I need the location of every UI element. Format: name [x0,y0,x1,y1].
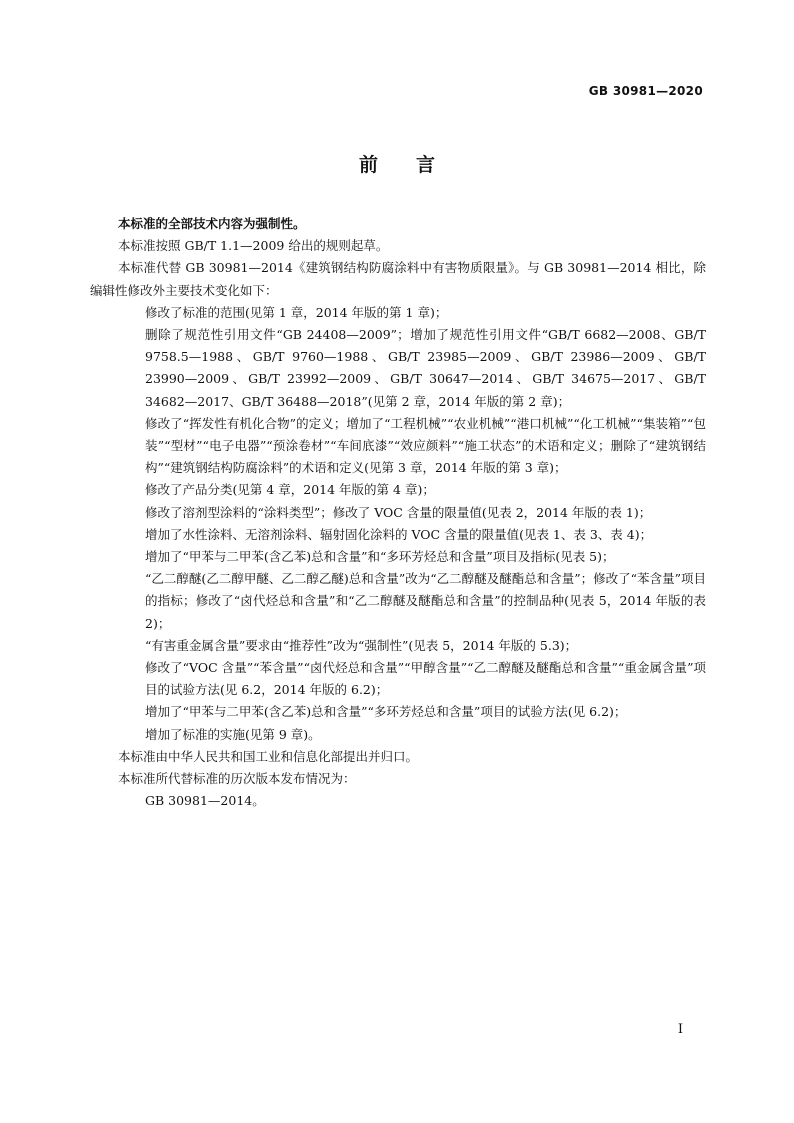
list-item [90,302,706,324]
list-item [90,524,706,546]
technical-changes-list [90,302,706,746]
list-item [90,657,706,701]
drafting-rules-statement: 本标准按照 GB/T 1.1—2009 给出的规则起草。 [118,238,389,254]
mandatory-statement: 本标准的全部技术内容为强制性。 [118,216,306,231]
list-item [90,413,706,480]
list-item-text: 修改了“挥发性有机化合物”的定义；增加了“工程机械”“农业机械”“港口机械”“化工机械”“集装箱”“包装”“型材”“电子电器”“预涂卷材”“车间底漆”“效应颜料”“施工状态”的术语和定义；删除了“建筑钢结构”“建筑钢结构防腐涂料”的术语和定义(见第 3 章，2014 年版的第 3 章)； [145,415,706,476]
list-item-text: 增加了标准的实施(见第 9 章)。 [145,726,321,742]
history-intro-statement: 本标准所代替标准的历次版本发布情况为： [118,771,356,787]
list-item-text: “有害重金属含量”要求由“推荐性”改为“强制性”(见表 5，2014 年版的 5.3)； [145,637,578,653]
list-item [90,790,706,812]
replacement-statement: 本标准代替 GB 30981—2014《建筑钢结构防腐涂料中有害物质限量》。与 GB 30981—2014 相比，除编辑性修改外主要技术变化如下： [90,260,706,298]
list-item [90,635,706,657]
list-item [90,502,706,524]
list-item [90,324,706,413]
list-item [90,568,706,635]
list-item-text: 修改了标准的范围(见第 1 章，2014 年版的第 1 章)； [145,304,448,320]
list-item [90,479,706,501]
proposing-authority-statement: 本标准由中华人民共和国工业和信息化部提出并归口。 [118,748,419,764]
list-item-text: 修改了“VOC 含量”“苯含量”“卤代烃总和含量”“甲醇含量”“乙二醇醚及醚酯总和含量”“重金属含量”项目的试验方法(见 6.2，2014 年版的 6.2)； [145,660,706,698]
list-item-text: 增加了水性涂料、无溶剂涂料、辐射固化涂料的 VOC 含量的限量值(见表 1、表 3、表 4)； [145,526,653,542]
list-item-text: 增加了“甲苯与二甲苯(含乙苯)总和含量”和“多环芳烃总和含量”项目及指标(见表 5)； [145,549,615,565]
page-title: 前言 [358,154,473,176]
list-item-text: “乙二醇醚(乙二醇甲醚、乙二醇乙醚)总和含量”改为“乙二醇醚及醚酯总和含量”；修改了“苯含量”项目的指标；修改了“卤代烃总和含量”和“乙二醇醚及醚酯总和含量”的控制品种(见表 5，2014 年版的表 2)； [145,571,706,631]
list-item-text: GB 30981—2014。 [145,793,265,809]
list-item [90,701,706,723]
list-item [90,724,706,746]
page-number: I [677,1022,683,1037]
list-item-text: 增加了“甲苯与二甲苯(含乙苯)总和含量”“多环芳烃总和含量”项目的试验方法(见 6.2)； [145,704,627,720]
history-list [90,790,706,812]
list-item-text: 修改了产品分类(见第 4 章，2014 年版的第 4 章)； [145,482,435,498]
list-item-text: 删除了规范性引用文件“GB 24408—2009”；增加了规范性引用文件“GB/T 6682—2008、GB/T 9758.5—1988、GB/T 9760—1988、GB/T 23985—2009、GB/T 23986—2009、GB/T 23990—2009、GB/T 23992—2009、GB/T 30647—2014、GB/T 34675—2017、GB/T 34682—2017、GB/T 36488—2018”(见第 2 章，2014 年版的第 2 章)； [145,327,706,409]
standard-code: GB 30981—2020 [588,84,703,98]
list-item [90,546,706,568]
document-body [90,213,706,812]
list-item-text: 修改了溶剂型涂料的“涂料类型”；修改了 VOC 含量的限量值(见表 2，2014 年版的表 1)； [145,504,652,520]
